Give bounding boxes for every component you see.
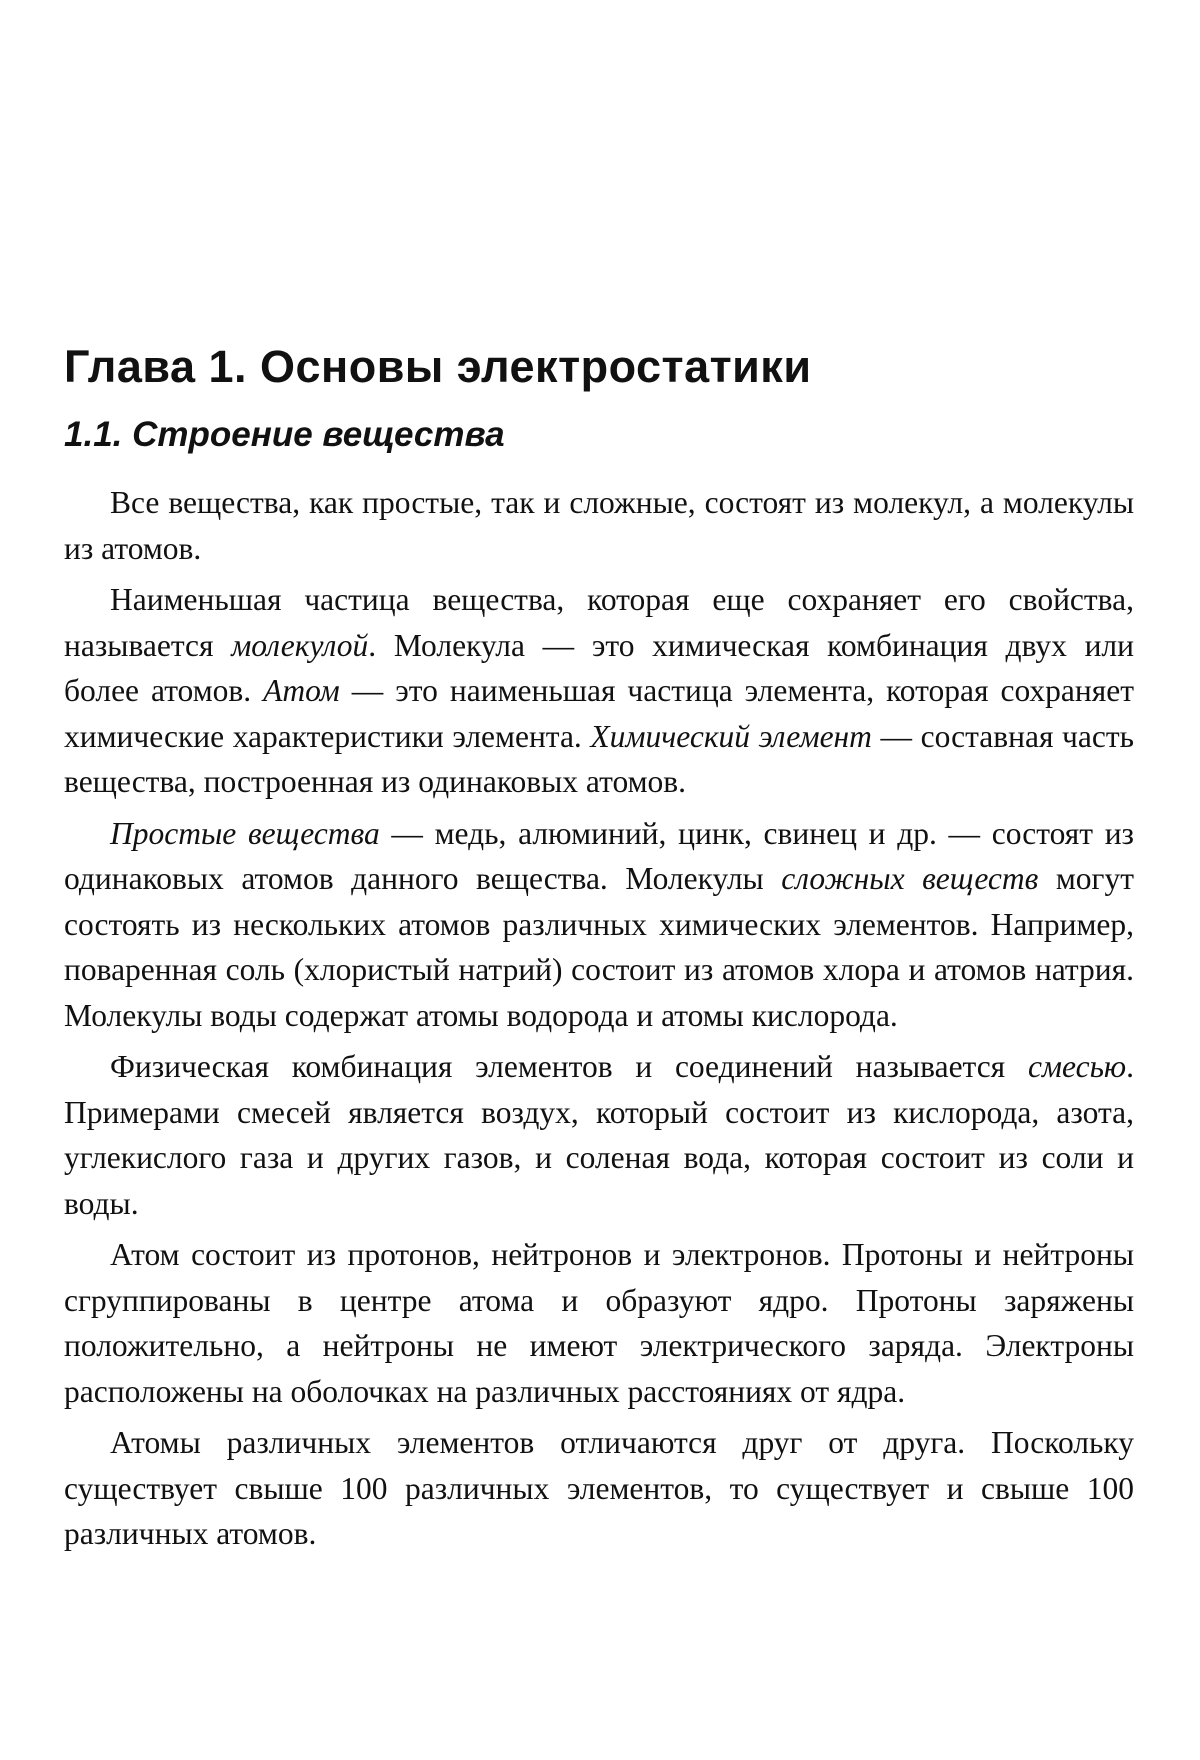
term-molecule: молекулой: [231, 627, 369, 663]
term-simple-substances: Простые вещества: [110, 815, 380, 851]
paragraph-text: . Молекула — это химическая комбинация двух или более атомов.: [64, 627, 1134, 708]
paragraph-text: — медь, алюминий, цинк, свинец и др. — состоят из одинаковых атомов данного вещества. Молекулы: [64, 815, 1135, 896]
paragraph-text: Все вещества, как простые, так и сложные, состоят из молекул, а молекулы из атомов.: [64, 485, 1134, 566]
chapter-title: Глава 1. Основы электростатики: [64, 341, 812, 392]
paragraph-2: [64, 577, 1134, 805]
paragraph-5: [64, 1232, 1134, 1414]
paragraph-text: Атом состоит из протонов, нейтронов и электронов. Протоны и нейтроны сгруппированы в центре атома и образуют ядро. Протоны заряжены положительно, а нейтроны не имеют электрического заряда. Электроны расположены на оболочках на различных расстояниях от ядра.: [64, 1237, 1134, 1409]
term-chemical-element: Химический элемент: [590, 718, 872, 754]
term-mixture: смесью: [1027, 1049, 1127, 1084]
paragraph-text: — это наименьшая частица элемента, которая сохраняет химические характеристики элемента.: [64, 673, 1134, 754]
section-title: 1.1. Строение вещества: [64, 415, 505, 454]
paragraph-text: — составная часть вещества, построенная из одинаковых атомов.: [64, 718, 1134, 799]
paragraph-3: [64, 811, 1134, 1039]
term-atom: Атом: [263, 673, 340, 708]
paragraph-text: . Примерами смесей является воздух, который состоит из кислорода, азота, углекислого газа и других газов, и соленая вода, которая состоит из соли и воды.: [64, 1049, 1134, 1221]
paragraph-text: могут состоять из нескольких атомов различных химических элементов. Например, поваренная соль (хлористый натрий) состоит из атомов хлора и атомов натрия. Молекулы воды содержат атомы водорода и атомы кислорода.: [64, 861, 1134, 1033]
paragraph-text: Наименьшая частица вещества, которая еще сохраняет его свойства, называется: [64, 582, 1134, 663]
term-complex-substances: сложных веществ: [781, 861, 1039, 896]
paragraph-6: [64, 1420, 1134, 1557]
document-page: [64, 340, 1134, 1563]
paragraph-text: Физическая комбинация элементов и соединений называется: [110, 1049, 1028, 1084]
paragraph-text: Атомы различных элементов отличаются друг от друга. Поскольку существует свыше 100 различных элементов, то существует и свыше 100 различных атомов.: [64, 1425, 1134, 1551]
paragraph-4: [64, 1044, 1134, 1226]
paragraph-1: [64, 480, 1134, 571]
